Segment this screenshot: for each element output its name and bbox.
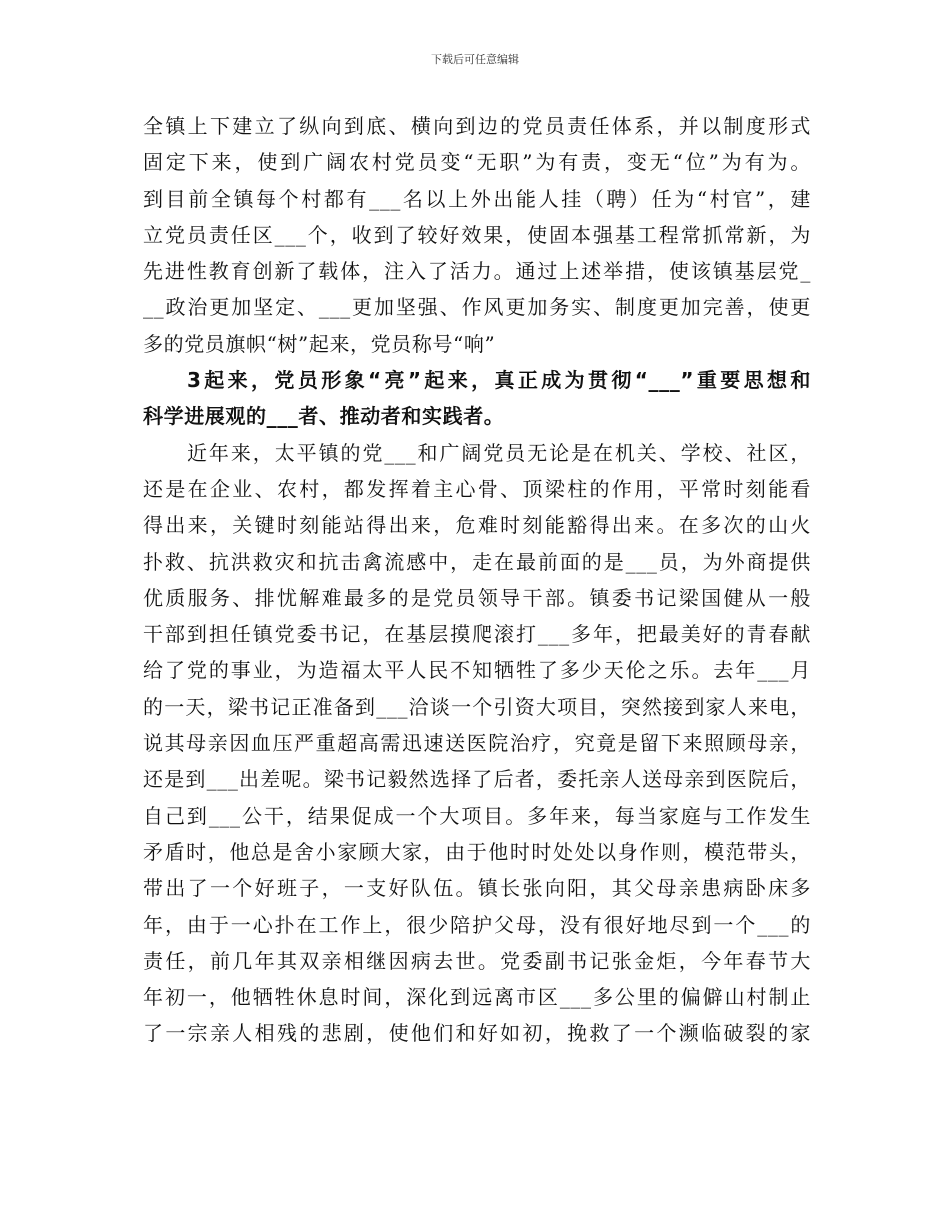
text-line: 带出了一个好班子，一支好队伍。镇长张向阳，其父母亲患病卧床多	[143, 876, 811, 901]
text-line: 立党员责任区___个，收到了较好效果，使固本强基工程常抓常新，为	[143, 222, 811, 247]
text-line: 得出来，关键时刻能站得出来，危难时刻能豁得出来。在多次的山火	[143, 513, 811, 538]
text-line: 还是在企业、农村，都发挥着主心骨、顶梁柱的作用，平常时刻能看	[143, 476, 811, 501]
text-line: 优质服务、排忧解难最多的是党员领导干部。镇委书记梁国健从一般	[143, 585, 811, 610]
text-line: 给了党的事业，为造福太平人民不知牺牲了多少天伦之乐。去年___月	[143, 658, 811, 683]
text-line: 年，由于一心扑在工作上，很少陪护父母，没有很好地尽到一个___的	[143, 912, 811, 937]
text-line: __政治更加坚定、___更加坚强、作风更加务实、制度更加完善，使更	[143, 295, 811, 320]
text-line: 了一宗亲人相残的悲剧，使他们和好如初，挽救了一个濒临破裂的家	[143, 1021, 811, 1046]
text-line: 近年来，太平镇的党___和广阔党员无论是在机关、学校、社区，	[187, 440, 811, 465]
text-line: 说其母亲因血压严重超高需迅速送医院治疗，究竟是留下来照顾母亲，	[143, 731, 811, 756]
text-line: 多的党员旗帜“树”起来，党员称号“响”	[143, 331, 496, 356]
heading-line: 科学进展观的___者、推动者和实践者。	[143, 404, 505, 429]
text-line: 责任，前几年其双亲相继因病去世。党委副书记张金炬，今年春节大	[143, 948, 811, 973]
text-line: 扑救、抗洪救灾和抗击禽流感中，走在最前面的是___员，为外商提供	[143, 549, 811, 574]
text-line: 还是到___出差呢。梁书记毅然选择了后者，委托亲人送母亲到医院后，	[143, 767, 811, 792]
text-line: 到目前全镇每个村都有___名以上外出能人挂（聘）任为“村官”，建	[143, 186, 811, 211]
body-paragraph	[143, 435, 811, 1052]
document-body	[143, 108, 811, 1052]
bold-heading-paragraph	[143, 362, 811, 435]
text-line: 的一天，梁书记正准备到___洽谈一个引资大项目，突然接到家人来电，	[143, 694, 811, 719]
paragraph-continuation	[143, 108, 811, 362]
page-header: 下载后可任意编辑	[431, 53, 519, 66]
text-line: 矛盾时，他总是舍小家顾大家，由于他时时处处以身作则，模范带头，	[143, 839, 811, 864]
text-line: 固定下来，使到广阔农村党员变“无职”为有责，变无“位”为有为。	[143, 150, 811, 175]
text-line: 自己到___公干，结果促成一个大项目。多年来，每当家庭与工作发生	[143, 803, 811, 828]
text-line: 先进性教育创新了载体，注入了活力。通过上述举措，使该镇基层党_	[143, 259, 811, 284]
text-line: 年初一，他牺牲休息时间，深化到远离市区___多公里的偏僻山村制止	[143, 985, 811, 1010]
text-line: 全镇上下建立了纵向到底、横向到边的党员责任体系，并以制度形式	[143, 114, 811, 138]
heading-line: 3起来，党员形象“亮”起来，真正成为贯彻“___”重要思想和	[187, 368, 811, 393]
text-line: 干部到担任镇党委书记，在基层摸爬滚打___多年，把最美好的青春献	[143, 622, 811, 647]
